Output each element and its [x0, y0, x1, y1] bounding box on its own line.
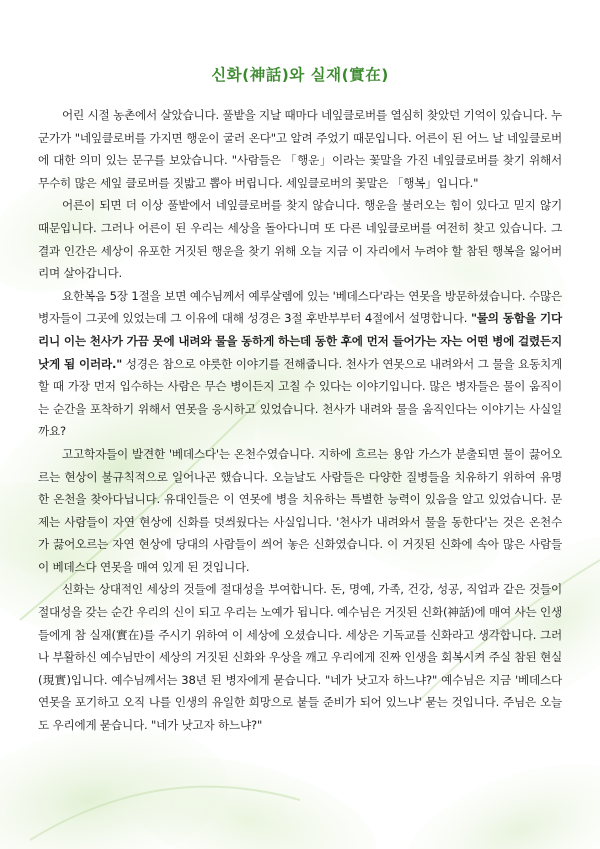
paragraph-childhood: 어린 시절 농촌에서 살았습니다. 풀밭을 지날 때마다 네잎클로버를 열심히 찾았던 기억이 있습니다. 누군가가 "네잎클로버를 가지면 행운이 굴러 온다"고 알려 주었기 때문입니다. 어른이 된 어느 날 네잎클로버에 대한 의미 있는 문구를 보았습니다. "사람들은 「행운」이라는 꽃말을 가진 네잎클로버를 찾기 위해서 무수히 많은 세잎 클로버를 짓밟고 뽑아 버립니다. 세잎클로버의 꽃말은 「행복」입니다."	[38, 108, 562, 190]
paragraph-bethesda-rest: 성경은 참으로 야릇한 이야기를 전해줍니다. 천사가 연못으로 내려와서 그 물을 요동치게 할 때 가장 먼저 입수하는 사람은 무슨 병이든지 고칠 수 있다는 이야기입니다. 많은 병자들은 물이 움직이는 순간을 포착하기 위해서 연못을 응시하고 있었습니다. 천사가 내려와 물을 움직인다는 이야기는 사실일까요?	[38, 356, 563, 439]
paragraph-archaeology: 고고학자들이 발견한 '베데스다'는 온천수였습니다. 지하에 흐르는 용암 가스가 분출되면 물이 끓어오르는 현상이 불규칙적으로 일어나곤 했습니다. 오늘날도 사람들은 다양한 질병들을 치유하기 위하여 유명한 온천을 찾아다닙니다. 유대인들은 이 연못에 병을 치유하는 특별한 능력이 있음을 알고 있었습니다. 문제는 사람들이 자연 현상에 신화를 덧씌웠다는 사실입니다. '천사가 내려와서 물을 동한다'는 것은 온천수가 끓어오르는 자연 현상에 당대의 사람들이 씌어 놓은 신화였습니다. 이 거짓된 신화에 속아 많은 사람들이 베데스다 연못을 매여 있게 된 것입니다.	[38, 446, 562, 574]
paragraph-bethesda-intro: 요한복음 5장 1절을 보면 예수님께서 예루살렘에 있는 '베데스다'라는 연못을 방문하셨습니다. 수많은 병자들이 그곳에 있었는데 그 이유에 대해 성경은 3절 후반부부터 4절에서 설명합니다.	[38, 288, 562, 326]
paragraph-adulthood: 어른이 되면 더 이상 풀밭에서 네잎클로버를 찾지 않습니다. 행운을 불러오는 힘이 있다고 믿지 않기 때문입니다. 그러나 어른이 된 우리는 세상을 돌아다니며 또 다른 네잎클로버를 여전히 찾고 있습니다. 그 결과 인간은 세상이 유포한 거짓된 행운을 찾기 위해 오늘 지금 이 자리에서 누려야 할 참된 행복을 잃어버리며 살아갑니다.	[38, 198, 562, 281]
paragraph-myth-reality: 신화는 상대적인 세상의 것들에 절대성을 부여합니다. 돈, 명예, 가족, 건강, 성공, 직업과 같은 것들이 절대성을 갖는 순간 우리의 신이 되고 우리는 노예가 됩니다. 예수님은 거짓된 신화(神話)에 매여 사는 인생들에게 참 실재(實在)를 주시기 위하여 이 세상에 오셨습니다. 세상은 기독교를 신화라고 생각합니다. 그러나 부활하신 예수님만이 세상의 거짓된 신화와 우상을 깨고 우리에게 진짜 인생을 회복시켜 주실 참된 현실(現實)입니다. 예수님께서는 38년 된 병자에게 묻습니다. "네가 낫고자 하느냐?" 예수님은 지금 '베데스다 연못을 포기하고 오직 나를 인생의 유일한 희망으로 붙들 준비가 되어 있느냐' 묻는 것입니다. 주님은 오늘도 우리에게 묻습니다. "네가 낫고자 하느냐?"	[38, 582, 562, 733]
paragraph-bethesda	[38, 285, 562, 443]
article-body	[38, 104, 562, 737]
page-title: 신화(神話)와 실재(實在)	[211, 66, 389, 84]
scripture-quote: "물의 동함을 기다리니 이는 천사가 가끔 못에 내려와 물을 동하게 하는데 동한 후에 먼저 들어가는 자는 어떤 병에 걸렸든지 낫게 됨 이러라."	[38, 311, 562, 371]
